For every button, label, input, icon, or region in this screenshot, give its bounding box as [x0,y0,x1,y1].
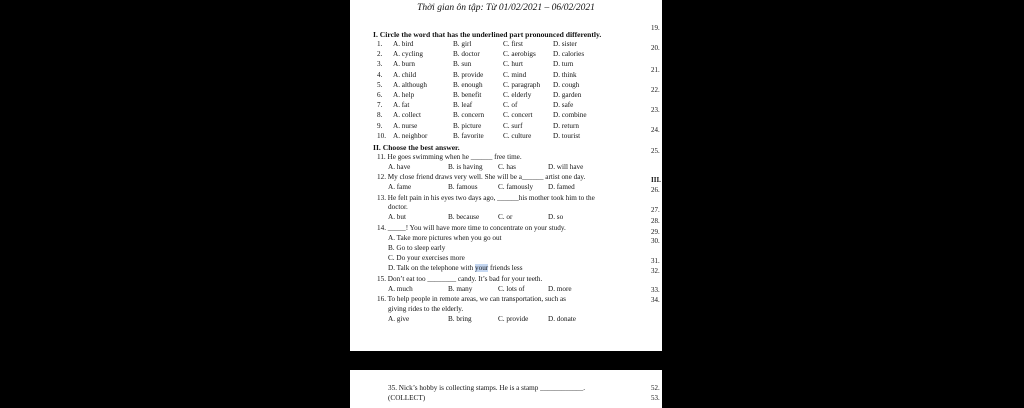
right-number: 26. [651,186,660,194]
pronunciation-item: 1.A. bird B. girl C. first D. sister [377,40,577,48]
q13-stem: 13. He felt pain in his eyes two days ago, ______his mother took him to the [377,194,595,202]
next-page [350,370,662,408]
selected-word-highlight[interactable]: your [475,264,489,272]
q12-options: A. fame B. famous C. famously D. famed [388,183,575,191]
right-number: 32. [651,267,660,275]
q15-stem: 15. Don’t eat too ________ candy. It’s bad for your teeth. [377,275,543,283]
q16-continuation: giving rides to the elderly. [388,305,464,313]
right-number: 53. [651,394,660,402]
pronunciation-item: 6.A. help B. benefit C. elderly D. garden [377,91,582,99]
q15-options: A. much B. many C. lots of D. more [388,285,572,293]
q16-stem: 16. To help people in remote areas, we can transportation, such as [377,295,566,303]
q14-stem: 14. _____! You will have more time to concentrate on your study. [377,224,566,232]
right-number: 20. [651,44,660,52]
q14-option-c: C. Do your exercises more [388,254,465,262]
q13-options: A. but B. because C. or D. so [388,213,564,221]
page-header: Thời gian ôn tập: Từ 01/02/2021 – 06/02/2021 [417,3,595,13]
right-number: 29. [651,228,660,236]
right-number: 22. [651,86,660,94]
right-number: 24. [651,126,660,134]
pronunciation-item: 5.A. although B. enough C. paragraph D. cough [377,80,580,89]
right-number: III. [651,176,661,184]
section-1-title: I. Circle the word that has the underlined part pronounced differently. [373,30,602,39]
right-number: 33. [651,286,660,294]
q14-option-b: B. Go to sleep early [388,244,446,252]
q35-stem: 35. Nick’s hobby is collecting stamps. He is a stamp ____________. [388,384,586,392]
pronunciation-item: 9.A. nurse B. picture C. surf D. return [377,121,579,130]
right-number: 25. [651,147,660,155]
pronunciation-item: 7.A. fat B. leaf C. of D. safe [377,101,574,110]
pronunciation-item: 3.A. burn B. sun C. hurt D. turn [377,60,574,69]
q13-continuation: doctor. [388,203,408,211]
right-number: 23. [651,106,660,114]
right-number: 31. [651,257,660,265]
q14-option-a: A. Take more pictures when you go out [388,234,502,242]
right-number: 30. [651,237,660,245]
right-number: 52. [651,384,660,392]
worksheet-page [350,0,662,351]
right-number: 19. [651,24,660,32]
pronunciation-item: 2.A. cycling B. doctor C. aerobigs D. calories [377,50,585,59]
q11-stem: 11. He goes swimming when he ______ free time. [377,153,522,161]
pronunciation-item: 10.A. neighbor B. favorite C. culture D. tourist [377,131,581,140]
right-number: 28. [651,217,660,225]
pronunciation-item: 4.A. child B. provide C. mind D. think [377,70,577,79]
q11-options: A. have B. is having C. has D. will have [388,163,584,171]
pronunciation-item: 8.A. collect B. concern C. concert D. combine [377,111,587,120]
right-number: 21. [651,66,660,74]
q16-options: A. give B. bring C. provide D. donate [388,315,576,323]
q12-stem: 12. My close friend draws very well. She will be a______ artist one day. [377,173,586,181]
section-2-title: II. Choose the best answer. [373,143,460,152]
q14-option-d: D. Talk on the telephone with your friends less [388,264,523,272]
right-number: 27. [651,206,660,214]
q35-word: (COLLECT) [388,394,426,402]
right-number: 34. [651,296,660,304]
